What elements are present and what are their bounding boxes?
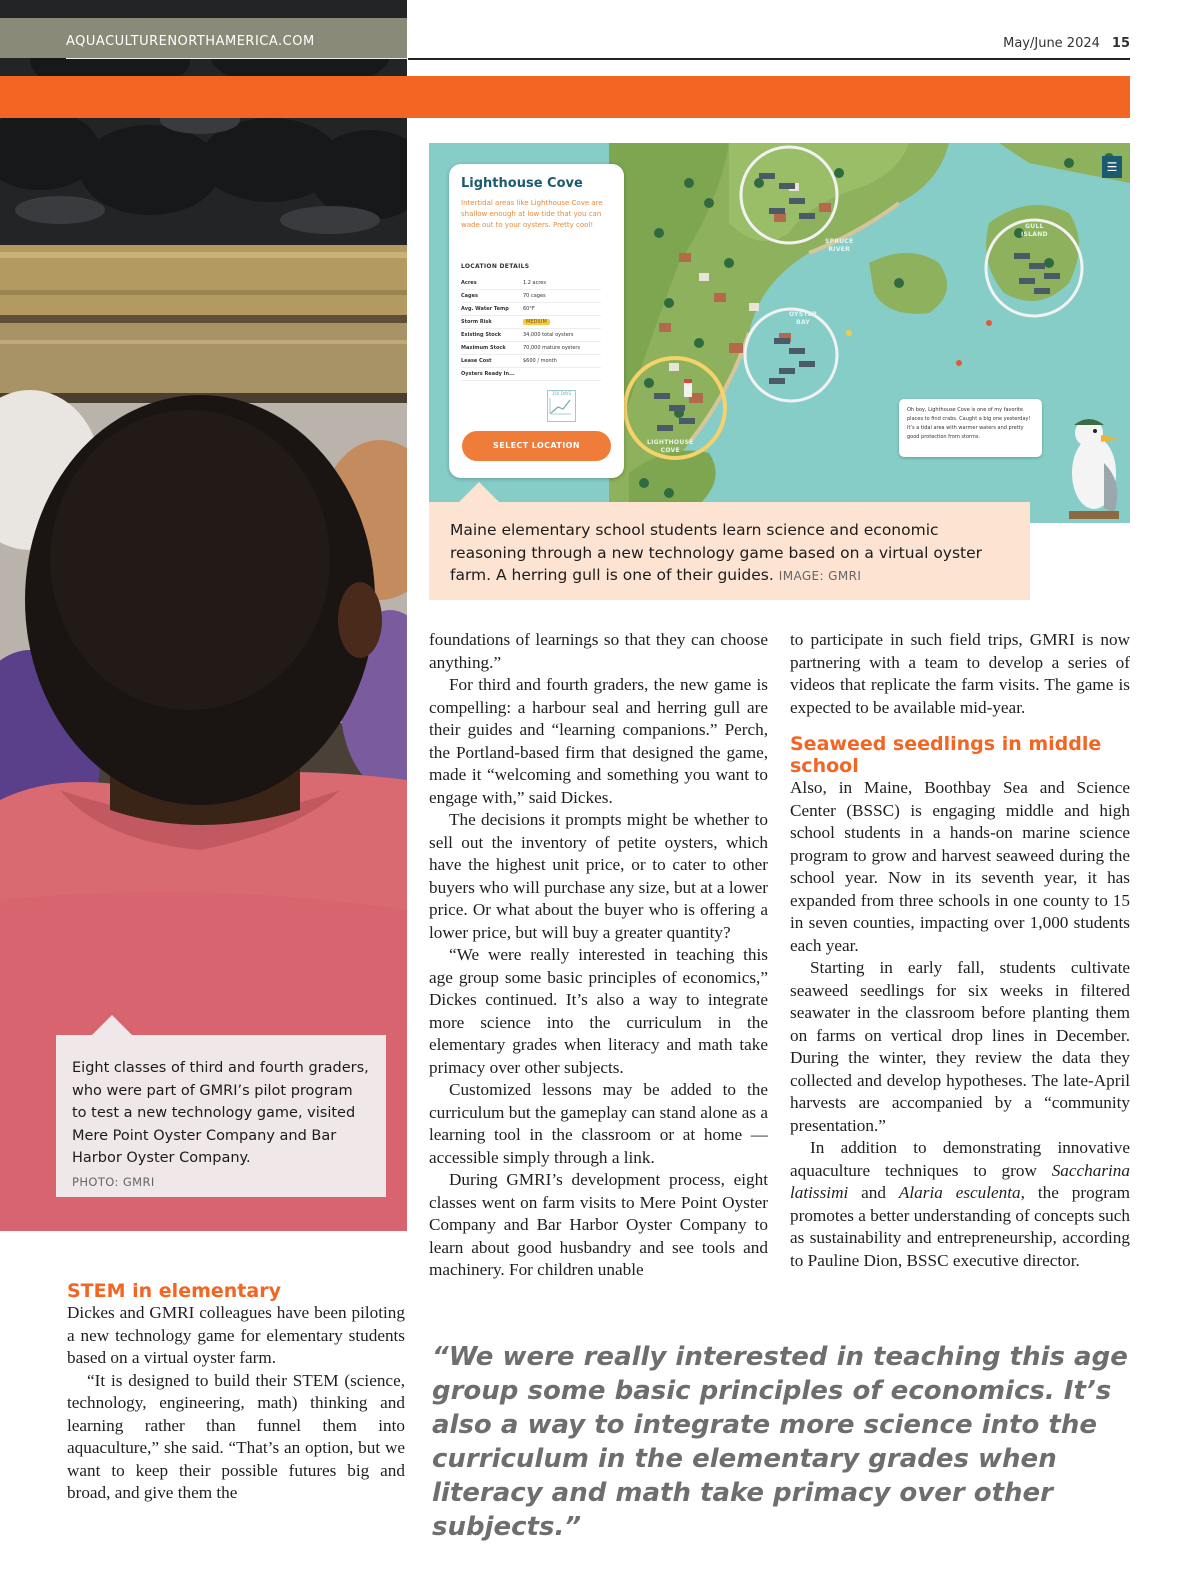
gull-speech-bubble: Oh boy, Lighthouse Cove is one of my favorite places to find crabs. Caught a big one yesterday! It’s a tidal area with warmer waters and pretty good protection from storms. — [899, 399, 1042, 457]
panel-intro: Intertidal areas like Lighthouse Cove are shallow enough at low tide that you can wade out to your oysters. Pretty cool! — [461, 199, 603, 229]
detail-value: $600 / month — [523, 355, 601, 368]
paragraph: During GMRI’s development process, eight classes went on farm visits to Mere Point Oyster Company and Bar Harbor Oyster Company to learn about good husbandry and see tools and machinery. For children unable — [429, 1170, 768, 1279]
orange-banner — [0, 76, 1130, 118]
site-url: AQUACULTURENORTHAMERICA.COM — [66, 34, 315, 49]
species-name: Alaria esculenta — [898, 1183, 1021, 1202]
paragraph: For third and fourth graders, the new game is compelling: a harbour seal and herring gull are their guides and “learning companions.” Perch, the Portland-based firm that designed the game, made it “welcoming and something you want to engage with,” said Dickes. — [429, 675, 768, 807]
menu-icon[interactable]: ☰ — [1102, 156, 1122, 178]
map-label-lighthouse-cove: LIGHTHOUSE COVE — [647, 439, 694, 454]
select-location-button[interactable]: SELECT LOCATION — [462, 431, 611, 461]
table-row — [461, 368, 601, 381]
game-screenshot — [429, 143, 1130, 523]
detail-label: Maximum Stock — [461, 342, 523, 355]
pull-quote: “We were really interested in teaching this age group some basic principles of economics. It’s also a way to integrate more science into the curriculum in the elementary grades when literacy and math take primacy over other subjects.” — [432, 1342, 1128, 1542]
location-details-table — [461, 277, 601, 381]
paragraph — [790, 1137, 1130, 1272]
image-caption — [429, 502, 1030, 600]
table-row — [461, 290, 601, 303]
detail-value: 1.2 acres — [523, 277, 601, 290]
text-run: and — [848, 1183, 899, 1202]
header-rule — [408, 58, 1130, 60]
header-rule-left — [66, 58, 408, 59]
map-label-spruce-river: SPRUCE RIVER — [825, 238, 854, 253]
detail-label: Storm Risk — [461, 316, 523, 329]
image-credit: IMAGE: GMRI — [778, 569, 862, 583]
table-row — [461, 329, 601, 342]
map-label-gull-island: GULL ISLAND — [1021, 223, 1048, 238]
issue-date: May/June 2024 — [1003, 36, 1100, 51]
photo-caption — [56, 1035, 386, 1197]
detail-label: Cages — [461, 290, 523, 303]
location-details-heading: LOCATION DETAILS — [461, 263, 530, 270]
paragraph: Starting in early fall, students cultivate seaweed seedlings for six weeks in filtered seawater in the classroom before planting them on farms on vertical drop lines in December. During the winter, they review the data they collected and develop hypotheses. The late-April harvests are accompanied by a “community presentation.” — [790, 958, 1130, 1135]
page-number: 15 — [1111, 36, 1130, 51]
article-column-2 — [429, 629, 768, 1282]
growth-chart-icon — [547, 390, 576, 422]
table-row — [461, 355, 601, 368]
detail-label: Oysters Ready In... — [461, 368, 523, 381]
detail-label: Avg. Water Temp — [461, 303, 523, 316]
detail-label: Lease Cost — [461, 355, 523, 368]
paragraph: to participate in such field trips, GMRI is now partnering with a team to develop a series of videos that replicate the farm visits. The game is expected to be available mid-year. — [790, 630, 1130, 717]
text-run: , the program promotes a better understanding of concepts such as sustainability and entrepreneurship, according to Pauline Dion, BSSC executive director. — [790, 1183, 1130, 1270]
detail-value: 34,000 total oysters — [523, 329, 601, 342]
paragraph: Also, in Maine, Boothbay Sea and Science Center (BSSC) is engaging middle and high school students in a hands-on marine science program to grow and harvest seaweed during the school year. Now in its seventh year, it has expanded from three schools in one county to 15 in seven counties, impacting over 1,000 students each year. — [790, 778, 1130, 955]
species-name: Saccharina latissimi — [790, 1160, 1130, 1202]
article-column-1 — [67, 1280, 405, 1505]
photo-credit: PHOTO: GMRI — [72, 1174, 155, 1189]
detail-value: 60°F — [523, 303, 601, 316]
table-row — [461, 316, 601, 329]
detail-value — [523, 316, 601, 329]
paragraph: foundations of learnings so that they can choose anything.” — [429, 630, 768, 672]
detail-value: 70,000 mature oysters — [523, 342, 601, 355]
section-heading-seaweed: Seaweed seedlings in middle school — [790, 733, 1102, 777]
detail-value — [523, 368, 601, 381]
map-label-oyster-bay: OYSTER BAY — [789, 311, 818, 326]
text-run: In addition to demonstrating innovative aquaculture techniques to grow — [790, 1138, 1130, 1180]
paragraph: The decisions it prompts might be whether to sell out the inventory of petite oysters, which have the highest unit price, or to cater to other buyers who will purchase any size, but at a lower price. Or what about the buyer who is offering a lower price, but will buy a greater quantity? — [429, 810, 768, 942]
paragraph: Dickes and GMRI colleagues have been piloting a new technology game for elementary students based on a virtual oyster farm. — [67, 1303, 405, 1367]
table-row — [461, 277, 601, 290]
paragraph: “We were really interested in teaching this age group some basic principles of economics,” Dickes continued. It’s also a way to integrate more science into the curriculum in the elementary grades when literacy and math take primacy over other subjects. — [429, 945, 768, 1077]
panel-title: Lighthouse Cove — [461, 176, 583, 191]
photo-caption-text: Eight classes of third and fourth graders, who were part of GMRI’s pilot program to test a new technology game, visited Mere Point Oyster Company and Bar Harbor Oyster Company. — [72, 1060, 369, 1166]
section-heading-stem: STEM in elementary — [67, 1280, 281, 1302]
issue-info — [1003, 36, 1130, 51]
storm-risk-badge: MEDIUM — [523, 319, 550, 325]
table-row — [461, 342, 601, 355]
location-panel — [449, 164, 624, 478]
article-column-3 — [790, 629, 1130, 1272]
detail-label: Acres — [461, 277, 523, 290]
ready-days-badge: 150 DAYS — [551, 391, 572, 396]
image-caption-text: Maine elementary school students learn science and economic reasoning through a new technology game based on a virtual oyster farm. A herring gull is one of their guides. — [450, 521, 983, 584]
paragraph: “It is designed to build their STEM (science, technology, engineering, math) thinking and learning rather than funnel them into aquaculture,” she said. “That’s an option, but we want to keep their possible futures big and broad, and give them the — [67, 1370, 405, 1502]
detail-label: Existing Stock — [461, 329, 523, 342]
detail-value: 70 cages — [523, 290, 601, 303]
paragraph: Customized lessons may be added to the curriculum but the gameplay can stand alone as a learning tool in the classroom or at home — accessible simply through a link. — [429, 1080, 768, 1167]
table-row — [461, 303, 601, 316]
